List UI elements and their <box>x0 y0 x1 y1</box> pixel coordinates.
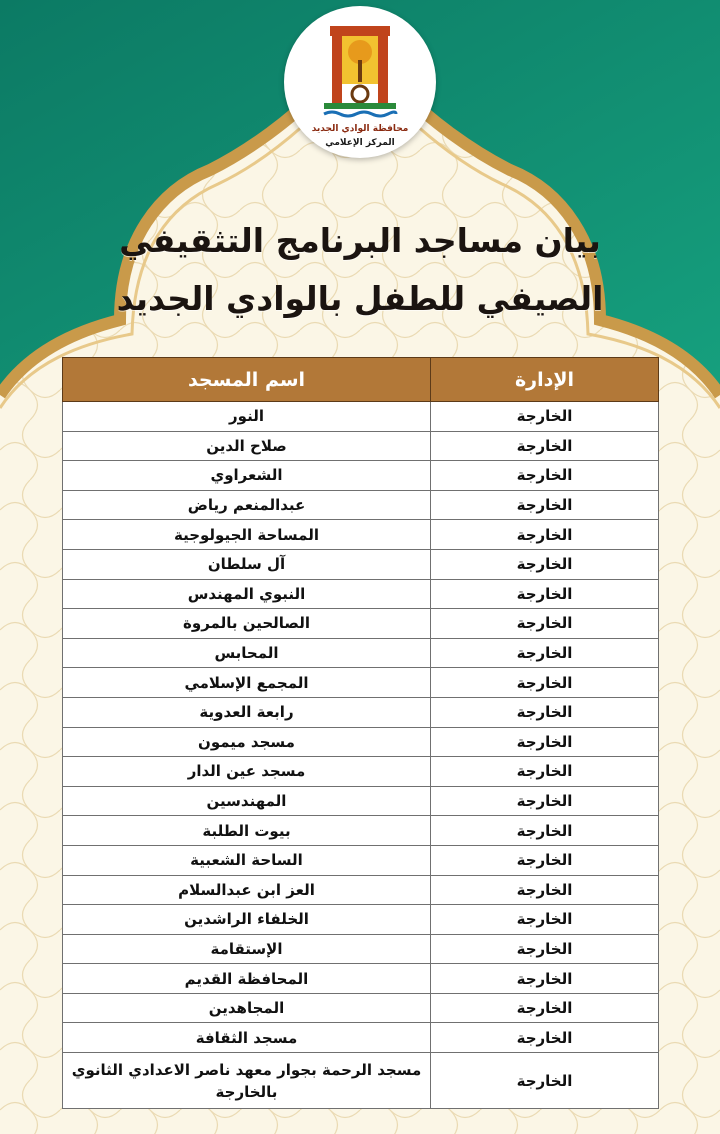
column-header-administration: الإدارة <box>431 358 659 402</box>
administration-cell: الخارجة <box>431 609 659 639</box>
logo-governorate-name: محافظة الوادي الجديد <box>311 124 409 134</box>
table-row <box>63 461 659 491</box>
column-header-mosque-name: اسم المسجد <box>63 358 431 402</box>
mosque-name-cell: مسجد ميمون <box>63 727 431 757</box>
administration-cell: الخارجة <box>431 579 659 609</box>
administration-cell: الخارجة <box>431 520 659 550</box>
mosque-name-cell: المجاهدين <box>63 993 431 1023</box>
mosque-name-cell: عبدالمنعم رياض <box>63 490 431 520</box>
logo-media-center: المركز الإعلامي <box>325 138 395 148</box>
table-row <box>63 1053 659 1109</box>
table-header-row <box>63 358 659 402</box>
table-row <box>63 786 659 816</box>
table-row <box>63 845 659 875</box>
title-line-2: الصيفي للطفل بالوادي الجديد <box>116 279 604 318</box>
administration-cell: الخارجة <box>431 845 659 875</box>
title-line-1: بيان مساجد البرنامج التثقيفي <box>119 221 601 260</box>
administration-cell: الخارجة <box>431 816 659 846</box>
mosque-name-cell: الشعراوي <box>63 461 431 491</box>
administration-cell: الخارجة <box>431 993 659 1023</box>
mosque-name-cell: المساحة الجيولوجية <box>63 520 431 550</box>
table-row <box>63 757 659 787</box>
table-row <box>63 490 659 520</box>
administration-cell: الخارجة <box>431 402 659 432</box>
table-row <box>63 402 659 432</box>
administration-cell: الخارجة <box>431 727 659 757</box>
table-row <box>63 609 659 639</box>
mosque-name-cell: المحافظة القديم <box>63 964 431 994</box>
administration-cell: الخارجة <box>431 490 659 520</box>
mosques-table <box>62 357 659 1109</box>
administration-cell: الخارجة <box>431 697 659 727</box>
table-row <box>63 668 659 698</box>
table-row <box>63 727 659 757</box>
administration-cell: الخارجة <box>431 638 659 668</box>
mosque-name-cell: النور <box>63 402 431 432</box>
table-row <box>63 934 659 964</box>
table-row <box>63 579 659 609</box>
mosque-name-cell: الصالحين بالمروة <box>63 609 431 639</box>
administration-cell: الخارجة <box>431 964 659 994</box>
administration-cell: الخارجة <box>431 1053 659 1109</box>
table-row <box>63 520 659 550</box>
administration-cell: الخارجة <box>431 875 659 905</box>
mosque-name-cell: مسجد عين الدار <box>63 757 431 787</box>
administration-cell: الخارجة <box>431 786 659 816</box>
mosque-name-cell: الخلفاء الراشدين <box>63 905 431 935</box>
administration-cell: الخارجة <box>431 934 659 964</box>
mosque-name-cell: مسجد الثقافة <box>63 1023 431 1053</box>
logo-emblem <box>284 6 436 158</box>
table-row <box>63 875 659 905</box>
administration-cell: الخارجة <box>431 905 659 935</box>
table-row <box>63 1023 659 1053</box>
mosque-name-cell: مسجد الرحمة بجوار معهد ناصر الاعدادي الثانوي بالخارجة <box>63 1053 431 1109</box>
mosque-name-cell: الساحة الشعبية <box>63 845 431 875</box>
mosque-name-cell: آل سلطان <box>63 549 431 579</box>
administration-cell: الخارجة <box>431 461 659 491</box>
mosque-name-cell: الإستقامة <box>63 934 431 964</box>
mosque-name-cell: المجمع الإسلامي <box>63 668 431 698</box>
table-row <box>63 431 659 461</box>
mosque-name-cell: العز ابن عبدالسلام <box>63 875 431 905</box>
governorate-logo <box>284 6 436 158</box>
table-row <box>63 993 659 1023</box>
administration-cell: الخارجة <box>431 549 659 579</box>
table-row <box>63 697 659 727</box>
administration-cell: الخارجة <box>431 431 659 461</box>
mosque-name-cell: المحابس <box>63 638 431 668</box>
administration-cell: الخارجة <box>431 757 659 787</box>
table-row <box>63 549 659 579</box>
administration-cell: الخارجة <box>431 1023 659 1053</box>
mosque-name-cell: رابعة العدوية <box>63 697 431 727</box>
table-row <box>63 905 659 935</box>
mosque-name-cell: المهندسين <box>63 786 431 816</box>
mosque-name-cell: بيوت الطلبة <box>63 816 431 846</box>
page-title <box>100 212 620 328</box>
mosque-name-cell: النبوي المهندس <box>63 579 431 609</box>
table-row <box>63 638 659 668</box>
table-row <box>63 964 659 994</box>
mosque-name-cell: صلاح الدين <box>63 431 431 461</box>
administration-cell: الخارجة <box>431 668 659 698</box>
table-row <box>63 816 659 846</box>
